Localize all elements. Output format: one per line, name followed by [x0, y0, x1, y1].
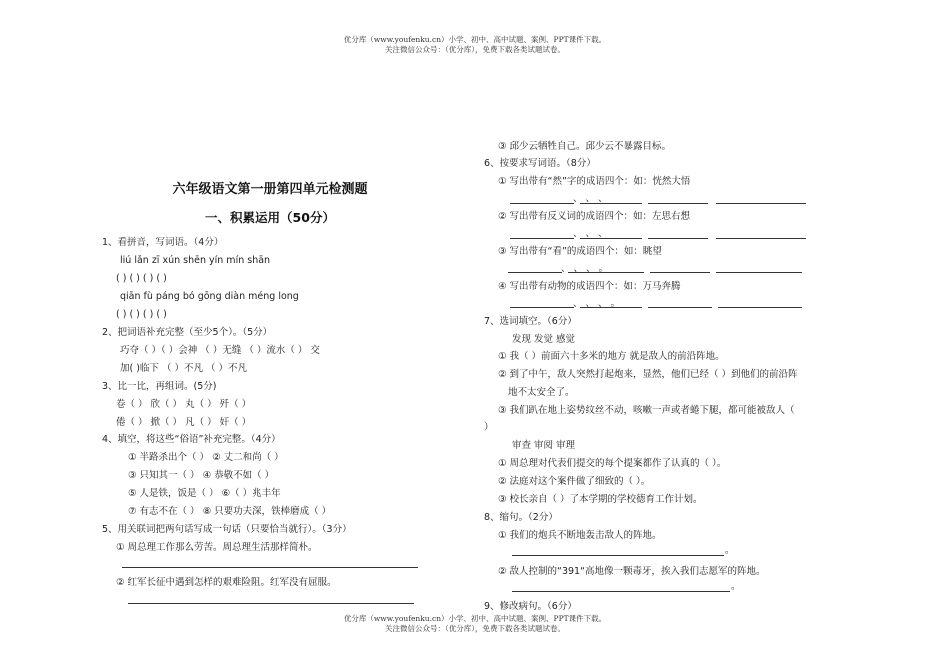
q8-end-b: 。 — [731, 581, 741, 592]
q4-line-a: ① 半路杀出个（ ） ② 丈二和尚（ ） — [128, 452, 284, 463]
question-7: 7、选词填空。（6分） — [484, 316, 577, 327]
question-4: 4、填空，将这些“俗语”补充完整。（4分） — [102, 434, 281, 445]
q3-line-b: 倦（ ） 掀（ ） 凡（ ） 奸（ ） — [116, 417, 252, 428]
q7-sentence-f: ③ 校长亲自（ ）了本学期的学校德育工作计划。 — [498, 494, 703, 505]
q2-line-b: 加( )临下 （ ）不凡 （ ）不凡 — [120, 363, 248, 374]
q7-word-choices-2: 审查 审阅 审理 — [512, 440, 576, 451]
q4-line-b: ③ 只知其一（ ） ④ 恭敬不如（ ） — [128, 470, 275, 481]
q5-sentence-b: ② 红军长征中遇到怎样的艰难险阻。红军没有屈服。 — [116, 577, 337, 588]
q5-sentence-c: ③ 邱少云牺牲自己。邱少云不暴露目标。 — [498, 141, 672, 152]
q1-pinyin-row-2: qiān fù páng bó gōng diàn méng long — [120, 291, 299, 302]
answer-line — [650, 272, 710, 273]
answer-line — [718, 307, 802, 308]
question-2: 2、把词语补充完整（至少5个）。（5分） — [102, 327, 273, 338]
q7-sentence-b-cont: 地不太安全了。 — [508, 387, 575, 398]
q7-word-choices-1: 发现 发觉 感觉 — [512, 334, 576, 345]
answer-line — [510, 203, 574, 204]
q5-sentence-a: ① 周总理工作那么劳苦。周总理生活那样简朴。 — [116, 542, 318, 553]
footer-line-1: 优分库（www.youfenku.cn）小学、初中、高中试题、案例、PPT课件下载。 — [343, 614, 607, 623]
q6-separators-c: 、 、 、 。 — [561, 263, 609, 274]
q1-pinyin-row-1: liú lǎn zī xún shēn yín mín shān — [120, 255, 271, 266]
q6-separators-b: 、 、 、 — [573, 228, 608, 239]
q1-blank-row-1: ( ) ( ) ( ) ( ) — [116, 273, 167, 284]
footer-line-2: 关注微信公众号：（优分库），免费下载各类试题试卷。 — [385, 624, 565, 633]
question-9: 9、修改病句。（6分） — [484, 601, 577, 612]
answer-line — [508, 272, 562, 273]
q7-sentence-d: ① 周总理对代表们提交的每个提案都作了认真的（ ）。 — [498, 458, 727, 469]
q8-sentence-b: ② 敌人控制的“391“高地像一颗毒牙，挨入我们志愿军的阵地。 — [498, 566, 766, 577]
page-header — [0, 35, 950, 55]
answer-line — [716, 203, 806, 204]
q1-blank-row-2: ( ) ( ) ( ) ( ) — [116, 309, 167, 320]
section-heading: 一、积累运用（50分） — [205, 210, 335, 225]
answer-line — [510, 238, 574, 239]
q4-line-d: ⑦ 有志不在（ ） ⑧ 只要功夫深，铁棒磨成（ ） — [128, 506, 332, 517]
answer-line — [512, 591, 730, 592]
answer-line — [648, 203, 708, 204]
doc-title: 六年级语文第一册第四单元检测题 — [172, 182, 368, 197]
q8-sentence-a: ① 我们的炮兵不断地轰击敌人的阵地。 — [498, 530, 662, 541]
answer-line — [128, 603, 414, 604]
q6-prompt-d: ④ 写出带有动物的成语四个：如：万马奔腾 — [498, 281, 681, 292]
q6-prompt-b: ② 写出带有反义词的成语四个：如：左思右想 — [498, 211, 691, 222]
q6-separators-a: 、 、 、 — [573, 193, 608, 204]
answer-line — [716, 272, 802, 273]
header-line-2: 关注微信公众号：（优分库），免费下载各类试题试卷。 — [385, 45, 565, 54]
q7-sentence-e: ② 法庭对这个案件做了细致的（ ）。 — [498, 476, 651, 487]
q8-end-a: 。 — [725, 545, 735, 556]
question-3: 3、比一比，再组词。(5分) — [102, 381, 217, 392]
answer-line — [122, 567, 418, 568]
answer-line — [648, 238, 708, 239]
question-8: 8、缩句。（2分） — [484, 512, 558, 523]
answer-line — [716, 238, 806, 239]
q7-sentence-c-cont: ） — [484, 422, 494, 433]
header-line-1: 优分库（www.youfenku.cn）小学、初中、高中试题、案例、PPT课件下载。 — [343, 35, 607, 44]
question-1: 1、看拼音，写词语。（4分） — [102, 237, 224, 248]
q7-sentence-a: ① 我（ ）前面六十多米的地方 就是敌人的前沿阵地。 — [498, 351, 725, 362]
answer-line — [512, 555, 724, 556]
q4-line-c: ⑤ 人是铁，饭是（ ） ⑥（ ）兆丰年 — [128, 488, 281, 499]
q7-sentence-b: ② 到了中午，敌人突然打起炮来，显然，他们已经（ ）到他们的前沿阵 — [498, 369, 798, 380]
q2-line-a: 巧夺（ ）（ ）会神 （ ）无缝 （ ）流水（ ） 交 — [120, 345, 320, 356]
question-6: 6、按要求写词语。（8分） — [484, 158, 596, 169]
answer-line — [648, 307, 712, 308]
answer-line — [510, 307, 574, 308]
q6-prompt-c: ③ 写出带有“看”的成语四个：如：眺望 — [498, 246, 662, 257]
page-footer — [0, 614, 950, 634]
q6-prompt-a: ① 写出带有“然”字的成语四个：如：恍然大悟 — [498, 176, 691, 187]
q3-line-a: 卷（ ） 欣（ ） 丸（ ） 歼（ ） — [116, 399, 252, 410]
q6-separators-d: 、 、 、 。 — [573, 298, 621, 309]
q7-sentence-c: ③ 我们趴在地上姿势纹丝不动，咳嗽一声或者蜷下腿，都可能被敌人（ — [498, 405, 795, 416]
question-5: 5、用关联词把两句话写成一句话（只要恰当就行）。（3分） — [102, 524, 352, 535]
